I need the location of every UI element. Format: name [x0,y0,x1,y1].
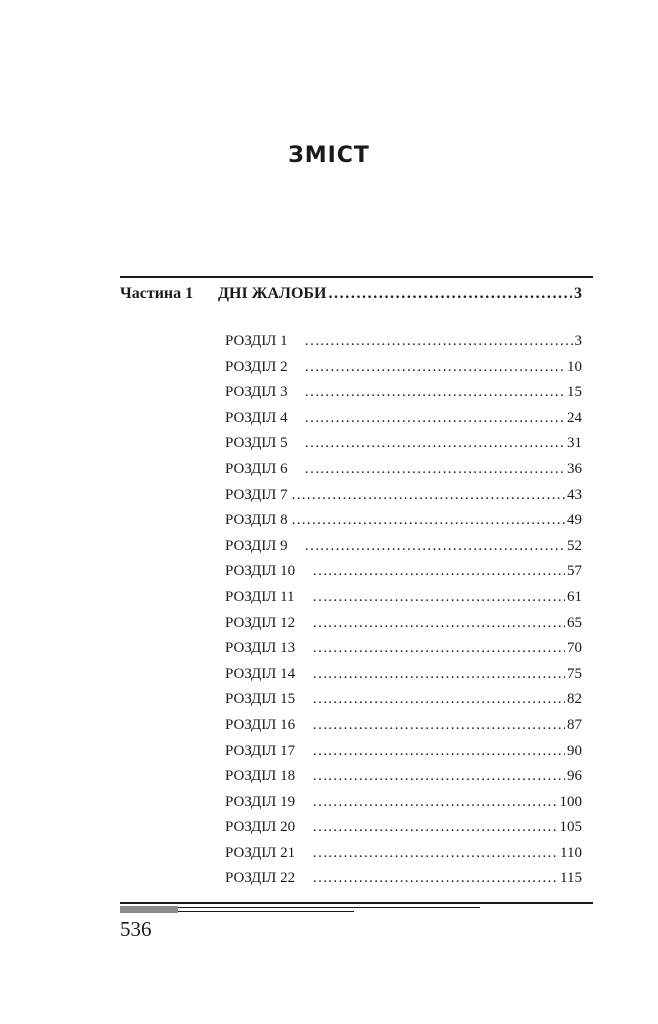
chapter-page-number: 52 [567,537,582,554]
chapter-label: РОЗДІЛ 18 [225,768,296,785]
toc-entry[interactable] [225,717,582,743]
dot-leader [292,487,565,504]
chapter-label: РОЗДІЛ 10 [225,563,296,580]
toc-entry[interactable] [225,538,582,564]
toc-entry[interactable] [225,563,582,589]
dot-leader [305,410,565,427]
dot-leader [313,845,558,862]
dot-leader [313,717,565,734]
chapter-label: РОЗДІЛ 13 [225,640,296,657]
dot-leader [313,794,558,811]
chapter-page-number: 70 [567,640,582,657]
footer-rule-main [120,902,593,904]
chapter-label: РОЗДІЛ 1 [225,333,288,349]
dot-leader [313,563,565,580]
chapter-page-number: 100 [559,793,582,810]
toc-entry[interactable] [225,461,582,487]
page-number: 536 [120,917,152,941]
chapter-page-number: 31 [567,435,582,452]
toc-entry[interactable] [225,768,582,794]
chapter-page-number: 105 [559,819,582,836]
chapter-page-number: 87 [567,716,582,733]
dot-leader [328,285,572,303]
chapter-label: РОЗДІЛ 2 [225,358,288,375]
toc-entry[interactable] [225,691,582,717]
chapter-page-number: 75 [567,665,582,682]
chapter-page-number: 57 [567,563,582,580]
chapter-page-number: 15 [567,384,582,401]
chapter-label: РОЗДІЛ 5 [225,435,288,452]
toc-entry[interactable] [225,615,582,641]
toc-entry[interactable] [225,333,582,359]
toc-entry[interactable] [225,743,582,769]
chapter-page-number: 65 [567,614,582,631]
chapter-label: РОЗДІЛ 11 [225,588,295,605]
chapter-page-number: 43 [567,486,582,503]
footer-rules [120,902,593,914]
toc-entry[interactable] [225,487,582,513]
chapter-label: РОЗДІЛ 15 [225,691,296,708]
chapter-label: РОЗДІЛ 17 [225,742,296,759]
dot-leader [313,870,558,887]
dot-leader [292,512,565,529]
footer-rule-line [178,907,480,908]
dot-leader [313,743,565,760]
dot-leader [313,640,565,657]
dot-leader [313,768,565,785]
toc-entry[interactable] [225,384,582,410]
dot-leader [305,538,565,555]
footer-rule-line [178,911,354,912]
top-rule [120,276,593,278]
chapter-label: РОЗДІЛ 8 [225,512,288,529]
dot-leader [305,333,573,350]
toc-entry[interactable] [225,512,582,538]
toc-entry[interactable] [225,640,582,666]
chapter-list [225,333,582,896]
chapter-page-number: 24 [567,409,582,426]
chapter-label: РОЗДІЛ 6 [225,460,288,477]
page-title: ЗМІСТ [288,143,370,168]
toc-entry[interactable] [225,870,582,896]
dot-leader [305,384,565,401]
chapter-label: РОЗДІЛ 19 [225,793,296,810]
chapter-page-number: 10 [567,358,582,375]
chapter-label: РОЗДІЛ 14 [225,665,296,682]
chapter-page-number: 49 [567,512,582,529]
toc-entry[interactable] [225,819,582,845]
toc-entry[interactable] [225,435,582,461]
chapter-label: РОЗДІЛ 12 [225,614,296,631]
dot-leader [305,359,565,376]
chapter-page-number: 82 [567,691,582,708]
dot-leader [305,435,565,452]
chapter-label: РОЗДІЛ 22 [225,870,296,887]
chapter-page-number: 3 [574,333,582,349]
chapter-page-number: 115 [560,870,582,887]
chapter-label: РОЗДІЛ 7 [225,486,288,503]
dot-leader [313,691,565,708]
toc-entry[interactable] [225,666,582,692]
part-page-number: 3 [574,285,582,302]
chapter-label: РОЗДІЛ 20 [225,819,296,836]
chapter-page-number: 36 [567,460,582,477]
toc-entry[interactable] [225,845,582,871]
dot-leader [313,615,565,632]
dot-leader [313,819,558,836]
toc-entry[interactable] [225,794,582,820]
toc-part-row[interactable] [120,285,582,307]
chapter-label: РОЗДІЛ 16 [225,716,296,733]
toc-entry[interactable] [225,359,582,385]
chapter-label: РОЗДІЛ 4 [225,409,288,426]
toc-entry[interactable] [225,589,582,615]
chapter-page-number: 110 [560,844,582,861]
chapter-label: РОЗДІЛ 21 [225,844,296,861]
chapter-page-number: 90 [567,742,582,759]
toc-entry[interactable] [225,410,582,436]
chapter-page-number: 61 [567,588,582,605]
dot-leader [313,589,565,606]
footer-rule-gray-block [120,906,178,913]
part-label: Частина 1 [120,285,194,302]
chapter-page-number: 96 [567,768,582,785]
dot-leader [313,666,565,683]
dot-leader [305,461,565,478]
chapter-label: РОЗДІЛ 3 [225,384,288,401]
chapter-label: РОЗДІЛ 9 [225,537,288,554]
part-title: ДНІ ЖАЛОБИ [218,285,327,302]
